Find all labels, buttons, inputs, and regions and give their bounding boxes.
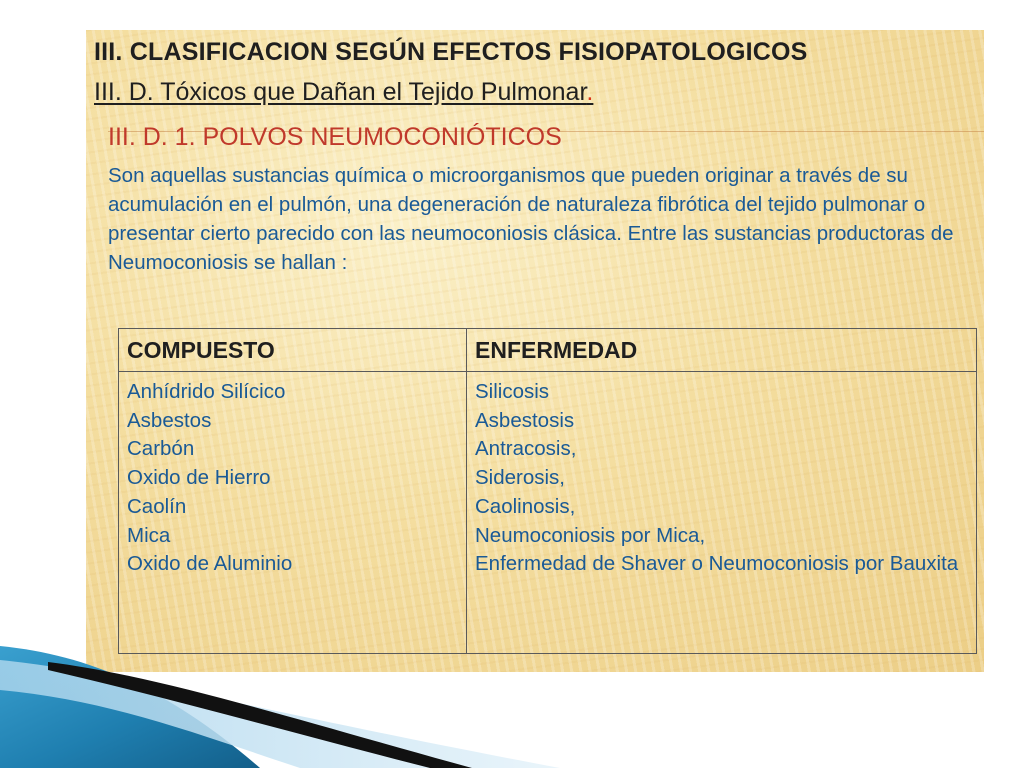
compuesto-item: Mica [127, 523, 171, 547]
intro-paragraph: Son aquellas sustancias química o microorganismos que pueden originar a través de su acumulación en el pulmón, una degeneración de naturaleza fibrótica del tejido pulmonar o presentar cierto parecido con las neumoconiosis clásica. Entre las sustancias productoras de Neumoconiosis se hallan : [108, 164, 954, 274]
slide-subtitle-text: III. D. Tóxicos que Dañan el Tejido Pulmonar [94, 78, 587, 106]
enfermedad-item: Silicosis [475, 380, 550, 403]
compuesto-item: Anhídrido Silícico [127, 380, 286, 403]
enfermedad-item: Siderosis, [475, 466, 566, 490]
enfermedad-item: Enfermedad de Shaver o Neumoconiosis por Bauxita [475, 552, 959, 576]
enfermedad-item: Antracosis, [475, 437, 577, 461]
header-enfermedad: ENFERMEDAD [467, 329, 977, 372]
compuesto-item: Oxido de Aluminio [127, 552, 293, 576]
enfermedad-item: Asbestosis [475, 408, 575, 432]
enfermedad-item: Caolinosis, [475, 494, 576, 518]
slide-title: III. CLASIFICACION SEGÚN EFECTOS FISIOPATOLOGICOS [94, 38, 808, 66]
compuesto-item: Asbestos [127, 408, 212, 432]
compuesto-item: Carbón [127, 437, 195, 461]
header-compuesto: COMPUESTO [119, 329, 467, 372]
enfermedad-item: Neumoconiosis por Mica, [475, 523, 706, 547]
compuesto-item: Caolín [127, 494, 187, 518]
subtitle-period: . [586, 78, 594, 106]
compuesto-item: Oxido de Hierro [127, 466, 271, 490]
section-heading: III. D. 1. POLVOS NEUMOCONIÓTICOS [108, 123, 562, 151]
